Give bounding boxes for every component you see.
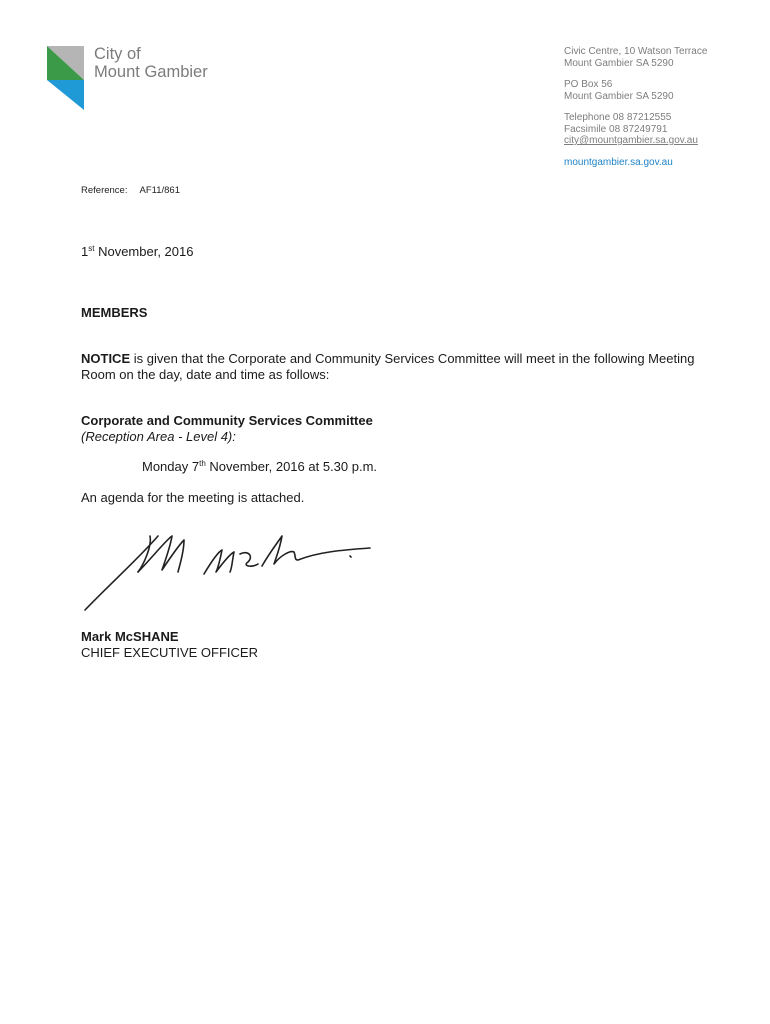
notice-paragraph [81,351,721,383]
council-address [564,46,707,168]
logo-line-2: Mount Gambier [94,63,208,81]
po-line-2: Mount Gambier SA 5290 [564,90,674,102]
email-link[interactable]: city@mountgambier.sa.gov.au [564,135,698,146]
date-day: 1 [81,244,89,259]
postal-address [564,79,707,102]
signatory-title: CHIEF EXECUTIVE OFFICER [81,645,258,660]
street-line-1: Civic Centre, 10 Watson Terrace [564,46,708,57]
reference-label: Reference: [81,185,128,196]
committee-name: Corporate and Community Services Committee [81,413,373,428]
telephone: Telephone 08 87212555 [564,112,672,123]
po-line-1: PO Box 56 [564,79,613,90]
letter-date [81,244,193,260]
notice-text: is given that the Corporate and Community Services Committee will meet in the following Meeting Room on the day, date and time as follows: [81,351,695,382]
signatory-name: Mark McSHANE [81,629,179,644]
agenda-note: An agenda for the meeting is attached. [81,490,305,505]
meeting-rest: November, 2016 at 5.30 p.m. [205,459,378,474]
date-suffix: st [88,244,95,253]
city-logo-icon [46,44,86,112]
logo-text [94,45,208,81]
reference-value: AF11/861 [139,185,180,196]
facsimile: Facsimile 08 87249791 [564,123,668,135]
meeting-suffix: th [199,459,206,468]
logo-line-1: City of [94,45,141,63]
website-link[interactable]: mountgambier.sa.gov.au [564,156,673,168]
meeting-day: Monday 7 [142,459,200,474]
street-address [564,46,707,69]
meeting-datetime [142,459,377,475]
notice-bold: NOTICE [81,351,131,366]
handwritten-signature [80,522,380,614]
street-line-2: Mount Gambier SA 5290 [564,57,674,69]
reference-line [81,185,180,196]
salutation: MEMBERS [81,305,148,320]
meeting-venue: (Reception Area - Level 4): [81,429,236,444]
contact-details [564,112,707,147]
date-rest: November, 2016 [94,244,194,259]
